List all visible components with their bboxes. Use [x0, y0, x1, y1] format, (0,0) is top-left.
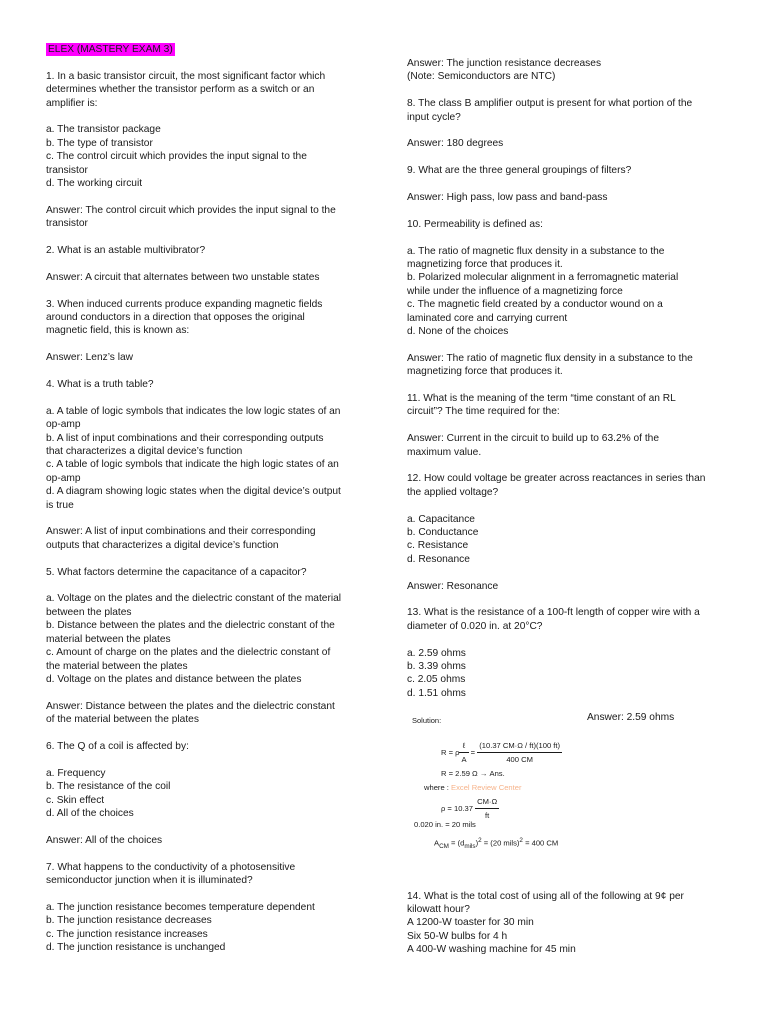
right-question-list-continued [407, 890, 727, 957]
diameter-conversion: 0.020 in. = 20 mils [414, 819, 476, 829]
text-block [46, 592, 366, 686]
text-line: 9. What are the three general groupings of filters? [407, 165, 632, 177]
text-line: a. Frequency [46, 767, 106, 779]
text-line: magnetic field, this is known as: [46, 325, 190, 337]
text-line: laminated core and carrying current [407, 312, 568, 324]
text-line: Answer: A list of input combinations and their corresponding [46, 526, 316, 538]
text-block [46, 244, 366, 257]
text-line: semiconductor junction when it is illuminated? [46, 874, 253, 886]
text-block [46, 525, 366, 552]
text-block [46, 740, 366, 753]
text-line: Answer: The ratio of magnetic flux density in a substance to the [407, 352, 693, 364]
text-line: c. Amount of charge on the plates and the dielectric constant of [46, 647, 331, 659]
resistivity-equation: ρ = 10.37 $\frac{CM\cdot\Omega}{ft}$ [441, 795, 499, 823]
text-block [46, 378, 366, 391]
text-block [46, 351, 366, 364]
text-line: magnetizing force that produces it. [407, 366, 563, 378]
text-line: b. A list of input combinations and their corresponding outputs [46, 432, 324, 444]
left-question-list [46, 70, 366, 955]
right-question-list [407, 57, 727, 700]
text-line: 12. How could voltage be greater across reactances in series than [407, 473, 706, 485]
text-line: b. The type of transistor [46, 137, 153, 149]
text-line: 14. What is the total cost of using all of the following at 9¢ per [407, 890, 684, 902]
area-equation: $A_{CM} = (d_{mils})^2 = (20$ mils)$^2$ = 400 CM [434, 836, 559, 850]
text-line: 13. What is the resistance of a 100-ft length of copper wire with a [407, 607, 700, 619]
solution-label: Solution: [412, 715, 442, 725]
text-line: input cycle? [407, 111, 461, 123]
text-line: Answer: A circuit that alternates between two unstable states [46, 271, 320, 283]
text-block [407, 392, 727, 419]
text-block [46, 271, 366, 284]
text-line: c. A table of logic symbols that indicate the high logic states of an [46, 459, 339, 471]
document-title-block [46, 43, 366, 56]
text-line: between the plates [46, 606, 132, 618]
text-line: outputs that characterizes a digital device’s function [46, 539, 279, 551]
text-line: Answer: The junction resistance decreases [407, 58, 602, 69]
text-block [46, 834, 366, 847]
text-line: c. Skin effect [46, 794, 105, 806]
text-line: that characterizes a digital device’s function [46, 446, 243, 458]
text-line: 4. What is a truth table? [46, 379, 154, 391]
text-block [407, 191, 727, 204]
watermark-text: Excel Review Center [451, 782, 522, 792]
text-line: a. 2.59 ohms [407, 647, 466, 659]
text-block [46, 566, 366, 579]
document-title: ELEX (MASTERY EXAM 3) [48, 44, 173, 55]
text-line: Six 50-W bulbs for 4 h [407, 930, 508, 942]
text-line: 7. What happens to the conductivity of a photosensitive [46, 861, 296, 873]
text-line: magnetizing force that produces it. [407, 259, 563, 270]
text-block [407, 890, 727, 957]
text-line: op-amp [46, 472, 81, 484]
text-line: b. Distance between the plates and the dielectric constant of the [46, 620, 335, 632]
text-block [46, 901, 366, 955]
text-line: 1. In a basic transistor circuit, the most significant factor which [46, 70, 326, 82]
text-line: a. Capacitance [407, 513, 475, 525]
text-block [46, 123, 366, 190]
text-line: while under the influence of a magnetizing force [407, 285, 623, 297]
text-line: a. Voltage on the plates and the dielectric constant of the material [46, 593, 342, 605]
text-block [407, 245, 727, 339]
text-line: Answer: Distance between the plates and the dielectric constant [46, 700, 335, 712]
resistivity-units-fraction: $\frac{CM\cdot\Omega}{ft}$ [477, 796, 498, 821]
text-line: circuit”? The time required for the: [407, 406, 560, 418]
text-line: diameter of 0.020 in. at 20°C? [407, 620, 543, 632]
text-block [407, 606, 727, 633]
text-block [407, 137, 727, 150]
text-line: Answer: Current in the circuit to build up to 63.2% of the [407, 433, 659, 445]
text-block [407, 352, 727, 379]
text-block [407, 647, 727, 701]
text-line: Answer: Lenz’s law [46, 352, 134, 364]
text-line: Answer: High pass, low pass and band-pass [407, 192, 608, 203]
text-line: 2. What is an astable multivibrator? [46, 245, 206, 257]
text-block [46, 767, 366, 821]
text-line: c. The magnetic field created by a conductor wound on a [407, 299, 663, 311]
text-line: transistor [46, 164, 88, 176]
text-block [407, 472, 727, 499]
text-block [407, 513, 727, 567]
text-line: d. None of the choices [407, 326, 509, 338]
text-line: b. Conductance [407, 527, 479, 539]
text-block [46, 861, 366, 888]
text-line: of the material between the plates [46, 714, 199, 726]
text-line: 3. When induced currents produce expanding magnetic fields [46, 298, 323, 310]
text-line: A 400-W washing machine for 45 min [407, 944, 576, 956]
text-block [46, 204, 366, 231]
text-line: op-amp [46, 419, 81, 431]
text-line: the applied voltage? [407, 486, 499, 498]
text-line: d. Resonance [407, 553, 470, 565]
substitution-fraction: $\frac{(10.37 CM\cdot\Omega / ft)(100 ft)}{400 CM}$ [479, 740, 561, 765]
right-column [407, 57, 727, 970]
text-line: c. The control circuit which provides the input signal to the [46, 151, 307, 163]
text-block [407, 164, 727, 177]
text-line: 10. Permeability is defined as: [407, 218, 543, 230]
text-block [46, 70, 366, 110]
length-area-fraction: $\frac{\text{ℓ}}{A}$ [461, 740, 467, 765]
text-line: d. Voltage on the plates and distance between the plates [46, 673, 302, 685]
text-block [46, 405, 366, 512]
text-line: kilowatt hour? [407, 904, 470, 916]
text-block [46, 298, 366, 338]
text-line: d. All of the choices [46, 807, 134, 819]
text-line: 11. What is the meaning of the term “time constant of an RL [407, 393, 676, 405]
text-line: is true [46, 499, 74, 511]
text-block [407, 218, 727, 231]
text-line: b. Polarized molecular alignment in a ferromagnetic material [407, 272, 679, 284]
text-line: A 1200-W toaster for 30 min [407, 917, 534, 929]
text-line: b. The resistance of the coil [46, 781, 171, 793]
text-block [46, 700, 366, 727]
left-column [46, 43, 366, 968]
solution-box [407, 711, 727, 884]
text-line: c. Resistance [407, 540, 469, 552]
solution-answer: Answer: 2.59 ohms [587, 711, 675, 723]
text-line: b. 3.39 ohms [407, 661, 466, 673]
text-line: 6. The Q of a coil is affected by: [46, 740, 189, 752]
resistance-result: R = 2.59 Ω → Ans. [441, 768, 505, 778]
text-line: (Note: Semiconductors are NTC) [407, 71, 556, 83]
text-line: transistor [46, 218, 88, 230]
text-line: 8. The class B amplifier output is present for what portion of the [407, 98, 693, 110]
text-line: determines whether the transistor perform as a switch or an [46, 84, 315, 96]
text-line: b. The junction resistance decreases [46, 915, 212, 927]
text-line: amplifier is: [46, 97, 98, 109]
text-line: d. 1.51 ohms [407, 687, 466, 699]
text-block [407, 97, 727, 124]
text-block [407, 432, 727, 459]
text-line: a. The junction resistance becomes temperature dependent [46, 901, 315, 913]
text-line: around conductors in a direction that opposes the original [46, 312, 305, 324]
text-line: Answer: 180 degrees [407, 138, 504, 150]
text-line: the material between the plates [46, 660, 188, 672]
text-line: material between the plates [46, 633, 171, 645]
text-line: a. A table of logic symbols that indicates the low logic states of an [46, 405, 341, 417]
eq-lhs: R = ρ [441, 747, 460, 757]
text-line: a. The transistor package [46, 124, 161, 136]
text-line: maximum value. [407, 446, 482, 458]
text-line: 5. What factors determine the capacitance of a capacitor? [46, 566, 307, 578]
text-line: c. 2.05 ohms [407, 674, 466, 686]
text-line: c. The junction resistance increases [46, 928, 208, 940]
text-block [407, 57, 727, 84]
text-line: Answer: All of the choices [46, 834, 163, 846]
text-line: Answer: The control circuit which provides the input signal to the [46, 204, 336, 216]
text-line: d. A diagram showing logic states when the digital device’s output [46, 486, 341, 498]
text-line: d. The working circuit [46, 178, 143, 190]
where-line: where : Excel Review Center [424, 782, 522, 792]
text-line: a. The ratio of magnetic flux density in a substance to the [407, 245, 665, 257]
text-line: d. The junction resistance is unchanged [46, 941, 226, 953]
text-line: Answer: Resonance [407, 580, 499, 592]
resistance-equation: R = ρ $\frac{\text{ℓ}}{A}$ = $\frac{(10.37 CM\cdot\Omega / ft)(100 ft)}{400 CM}$ [441, 739, 562, 767]
text-block [407, 580, 727, 593]
